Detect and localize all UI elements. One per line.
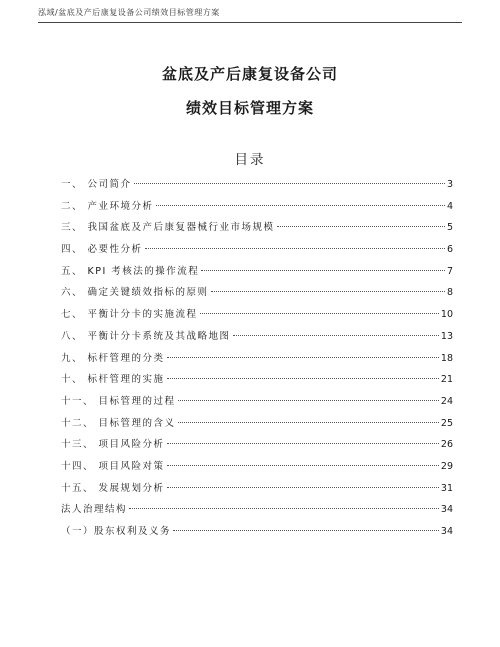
toc-entry-label: 四、 必要性分析: [61, 244, 143, 256]
toc-entry-page-number: 34: [440, 526, 453, 537]
toc-dot-leader: [178, 400, 439, 401]
toc-entry[interactable]: [61, 239, 453, 261]
toc-entry-page-number: 8: [446, 287, 453, 299]
toc-dot-leader: [167, 357, 439, 358]
toc-entry-page-number: 25: [440, 417, 453, 429]
toc-entry[interactable]: [61, 369, 453, 391]
toc-entry[interactable]: [61, 521, 453, 543]
toc-entry-page-number: 5: [446, 222, 453, 234]
toc-entry-label: （一）股东权利及义务: [61, 526, 172, 537]
toc-dot-leader: [167, 465, 439, 466]
toc-entry-label: 五、 KPI 考核法的操作流程: [61, 265, 200, 277]
toc-entry-page-number: 34: [440, 504, 453, 516]
toc-entry-label: 八、 平衡计分卡系统及其战略地图: [61, 330, 231, 342]
toc-entry[interactable]: [61, 456, 453, 478]
toc-entry-page-number: 29: [440, 460, 453, 472]
toc-dot-leader: [145, 248, 445, 249]
document-title: 盆底及产后康复设备公司: [161, 65, 338, 83]
toc-entry-label: 十四、 项目风险对策: [61, 460, 165, 472]
toc-entry-page-number: 18: [440, 352, 453, 364]
toc-entry-label: 十二、 目标管理的含义: [61, 417, 176, 429]
toc-entry-page-number: 26: [440, 439, 453, 451]
toc-entry-label: 十、 标杆管理的实施: [61, 374, 165, 386]
toc-entry-label: 法人治理结构: [61, 504, 128, 516]
toc-entry[interactable]: [61, 478, 453, 500]
toc-dot-leader: [167, 443, 439, 444]
table-of-contents: [61, 174, 453, 543]
document-subtitle: 绩效目标管理方案: [185, 99, 314, 117]
toc-entry[interactable]: [61, 304, 453, 326]
toc-entry-label: 九、 标杆管理的分类: [61, 352, 165, 364]
toc-entry-label: 十三、 项目风险分析: [61, 439, 165, 451]
toc-dot-leader: [211, 291, 445, 292]
toc-entry-label: 十五、 发展规划分析: [61, 482, 165, 494]
toc-entry-page-number: 6: [446, 244, 453, 256]
toc-dot-leader: [173, 530, 439, 531]
toc-entry-label: 一、 公司简介: [61, 179, 132, 190]
toc-entry-page-number: 31: [440, 482, 453, 494]
toc-heading: 目录: [234, 152, 266, 168]
toc-entry-label: 七、 平衡计分卡的实施流程: [61, 309, 198, 321]
toc-entry-page-number: 4: [446, 200, 453, 212]
toc-dot-leader: [201, 270, 445, 271]
toc-dot-leader: [178, 422, 439, 423]
toc-entry-page-number: 7: [446, 265, 453, 277]
toc-dot-leader: [277, 226, 445, 227]
toc-entry-label: 十一、 目标管理的过程: [61, 395, 176, 407]
toc-entry[interactable]: [61, 174, 453, 196]
toc-entry[interactable]: [61, 348, 453, 370]
toc-entry-page-number: 24: [440, 395, 453, 407]
toc-dot-leader: [167, 378, 439, 379]
running-header: 泓域/盆底及产后康复设备公司绩效目标管理方案: [38, 8, 220, 17]
toc-entry[interactable]: [61, 196, 453, 218]
toc-entry[interactable]: [61, 499, 453, 521]
toc-entry-page-number: 10: [440, 309, 453, 321]
toc-dot-leader: [233, 335, 439, 336]
toc-entry[interactable]: [61, 434, 453, 456]
toc-entry[interactable]: [61, 413, 453, 435]
toc-entry-page-number: 13: [440, 330, 453, 342]
toc-dot-leader: [200, 313, 439, 314]
toc-entry[interactable]: [61, 326, 453, 348]
toc-entry[interactable]: [61, 391, 453, 413]
toc-entry-label: 六、 确定关键绩效指标的原则: [61, 287, 209, 299]
toc-dot-leader: [134, 183, 445, 184]
toc-entry-page-number: 3: [446, 179, 453, 190]
toc-entry[interactable]: [61, 282, 453, 304]
toc-entry-label: 三、 我国盆底及产后康复器械行业市场规模: [61, 222, 275, 234]
toc-entry[interactable]: [61, 261, 453, 283]
toc-dot-leader: [156, 205, 445, 206]
toc-dot-leader: [167, 487, 439, 488]
toc-entry-page-number: 21: [440, 374, 453, 386]
toc-dot-leader: [129, 508, 439, 509]
toc-entry-label: 二、 产业环境分析: [61, 200, 154, 212]
toc-entry[interactable]: [61, 217, 453, 239]
header-rule: [38, 22, 462, 23]
